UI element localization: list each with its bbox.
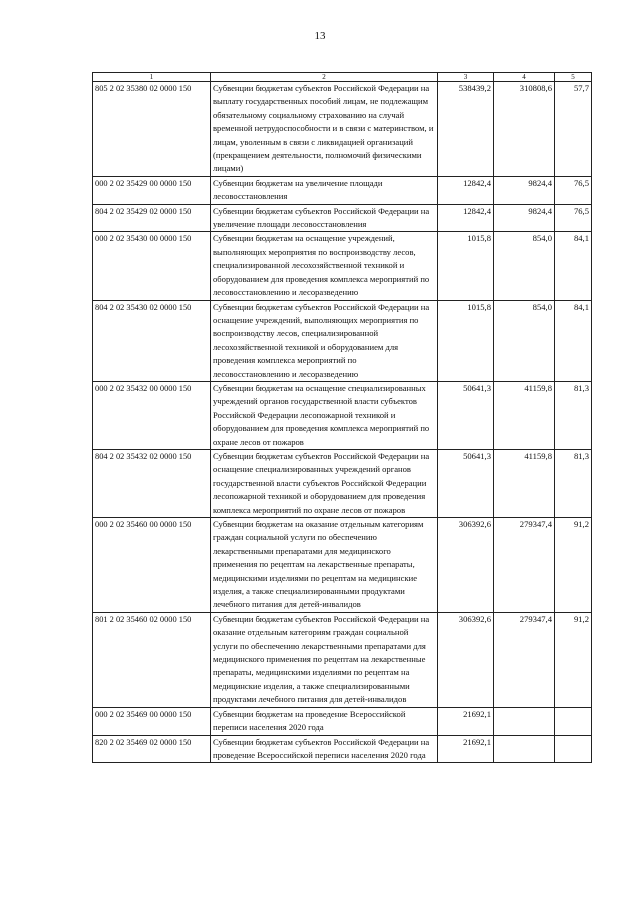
approved-amount: 1015,8 xyxy=(438,300,494,381)
revenue-description: Субвенции бюджетам на оснащение специализированных учреждений органов государственной власти субъектов Российской Федерации лесопожарной техникой и оборудованием для проведения комплекса мероприятий по охране лесов от пожаров xyxy=(211,381,438,449)
approved-amount: 12842,4 xyxy=(438,204,494,232)
approved-amount: 21692,1 xyxy=(438,735,494,763)
budget-code: 801 2 02 35460 02 0000 150 xyxy=(93,612,211,707)
budget-code: 000 2 02 35432 00 0000 150 xyxy=(93,381,211,449)
table-row xyxy=(93,232,592,300)
budget-code: 000 2 02 35460 00 0000 150 xyxy=(93,518,211,613)
execution-percent: 57,7 xyxy=(555,82,592,177)
column-number-4: 4 xyxy=(494,73,555,82)
budget-code: 000 2 02 35430 00 0000 150 xyxy=(93,232,211,300)
executed-amount: 41159,8 xyxy=(494,449,555,517)
execution-percent: 84,1 xyxy=(555,232,592,300)
executed-amount: 41159,8 xyxy=(494,381,555,449)
execution-percent: 76,5 xyxy=(555,204,592,232)
revenue-description: Субвенции бюджетам субъектов Российской Федерации на оснащение специализированных учреждений органов государственной власти субъектов Российской Федерации лесопожарной техникой и оборудованием для проведения комплекса мероприятий по охране лесов от пожаров xyxy=(211,449,438,517)
executed-amount: 9824,4 xyxy=(494,204,555,232)
column-number-row xyxy=(93,73,592,82)
executed-amount: 279347,4 xyxy=(494,612,555,707)
approved-amount: 50641,3 xyxy=(438,381,494,449)
approved-amount: 306392,6 xyxy=(438,612,494,707)
approved-amount: 21692,1 xyxy=(438,707,494,735)
table-row xyxy=(93,518,592,613)
revenue-description: Субвенции бюджетам субъектов Российской Федерации на увеличение площади лесовосстановления xyxy=(211,204,438,232)
column-number-2: 2 xyxy=(211,73,438,82)
executed-amount: 854,0 xyxy=(494,300,555,381)
budget-code: 000 2 02 35429 00 0000 150 xyxy=(93,176,211,204)
revenue-description: Субвенции бюджетам на проведение Всероссийской переписи населения 2020 года xyxy=(211,707,438,735)
executed-amount: 279347,4 xyxy=(494,518,555,613)
table-row xyxy=(93,381,592,449)
execution-percent: 76,5 xyxy=(555,176,592,204)
column-number-5: 5 xyxy=(555,73,592,82)
budget-code: 804 2 02 35430 02 0000 150 xyxy=(93,300,211,381)
table-row xyxy=(93,735,592,763)
budget-code: 805 2 02 35380 02 0000 150 xyxy=(93,82,211,177)
approved-amount: 1015,8 xyxy=(438,232,494,300)
column-number-1: 1 xyxy=(93,73,211,82)
budget-code: 000 2 02 35469 00 0000 150 xyxy=(93,707,211,735)
revenue-description: Субвенции бюджетам на оказание отдельным категориям граждан социальной услуги по обеспечению лекарственными препаратами для медицинского применения по рецептам на лекарственные препараты, медицинскими изделиями по рецептам на медицинские изделия, а также специализированными продуктами лечебного питания для детей-инвалидов xyxy=(211,518,438,613)
revenue-description: Субвенции бюджетам на оснащение учреждений, выполняющих мероприятия по воспроизводству лесов, специализированной лесохозяйственной техникой и оборудованием для проведения комплекса мероприятий по лесовосстановлению и лесоразведению xyxy=(211,232,438,300)
executed-amount xyxy=(494,707,555,735)
approved-amount: 538439,2 xyxy=(438,82,494,177)
execution-percent xyxy=(555,707,592,735)
table-row xyxy=(93,176,592,204)
execution-percent: 81,3 xyxy=(555,449,592,517)
table-row xyxy=(93,449,592,517)
approved-amount: 306392,6 xyxy=(438,518,494,613)
budget-code: 804 2 02 35429 02 0000 150 xyxy=(93,204,211,232)
execution-percent xyxy=(555,735,592,763)
table-row xyxy=(93,300,592,381)
page-number: 13 xyxy=(314,30,326,42)
revenue-description: Субвенции бюджетам субъектов Российской Федерации на оснащение учреждений, выполняющих мероприятия по воспроизводству лесов, специализированной лесохозяйственной техникой и оборудованием для проведения комплекса мероприятий по лесовосстановлению и лесоразведению xyxy=(211,300,438,381)
executed-amount: 9824,4 xyxy=(494,176,555,204)
approved-amount: 50641,3 xyxy=(438,449,494,517)
revenue-description: Субвенции бюджетам субъектов Российской Федерации на проведение Всероссийской переписи населения 2020 года xyxy=(211,735,438,763)
execution-percent: 91,2 xyxy=(555,612,592,707)
executed-amount xyxy=(494,735,555,763)
table-row xyxy=(93,204,592,232)
approved-amount: 12842,4 xyxy=(438,176,494,204)
budget-code: 804 2 02 35432 02 0000 150 xyxy=(93,449,211,517)
table-row xyxy=(93,82,592,177)
budget-code: 820 2 02 35469 02 0000 150 xyxy=(93,735,211,763)
revenue-description: Субвенции бюджетам субъектов Российской Федерации на оказание отдельным категориям граждан социальной услуги по обеспечению лекарственными препаратами для медицинского применения по рецептам на лекарственные препараты, медицинскими изделиями по рецептам на медицинские изделия, а также специализированными продуктами лечебного питания для детей-инвалидов xyxy=(211,612,438,707)
table-row xyxy=(93,612,592,707)
executed-amount: 854,0 xyxy=(494,232,555,300)
executed-amount: 310808,6 xyxy=(494,82,555,177)
execution-percent: 84,1 xyxy=(555,300,592,381)
table-row xyxy=(93,707,592,735)
budget-revenue-table xyxy=(92,72,592,763)
revenue-description: Субвенции бюджетам на увеличение площади лесовосстановления xyxy=(211,176,438,204)
revenue-description: Субвенции бюджетам субъектов Российской Федерации на выплату государственных пособий лицам, не подлежащим обязательному социальному страхованию на случай временной нетрудоспособности и в связи с материнством, и лицам, уволенным в связи с ликвидацией организаций (прекращением деятельности, полномочий физическими лицами) xyxy=(211,82,438,177)
execution-percent: 91,2 xyxy=(555,518,592,613)
column-number-3: 3 xyxy=(438,73,494,82)
execution-percent: 81,3 xyxy=(555,381,592,449)
